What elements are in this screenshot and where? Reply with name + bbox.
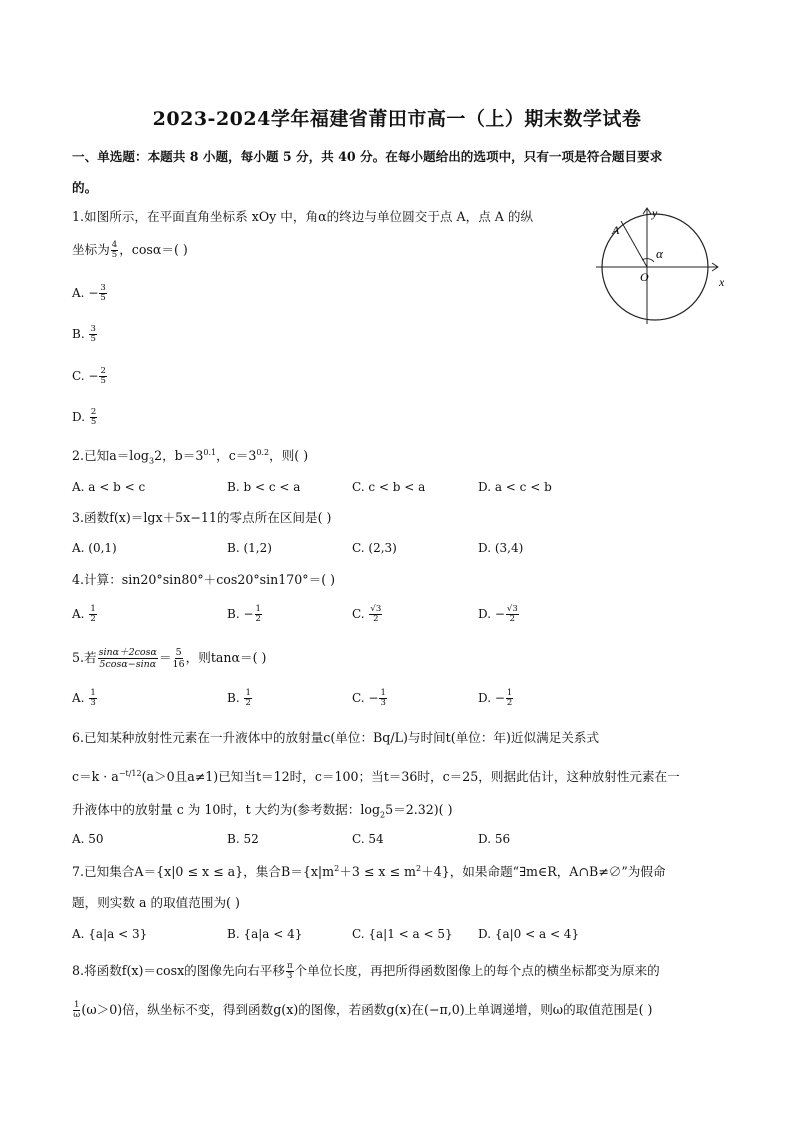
q1-stem-pre: 坐标为 bbox=[72, 242, 110, 257]
q4-option-b[interactable]: B. − $\frac{1}{2}$ bbox=[227, 604, 261, 624]
q2-option-b[interactable]: B. b < c < a bbox=[227, 480, 301, 494]
q6-option-b[interactable]: B. 52 bbox=[227, 832, 259, 846]
q4-option-d[interactable]: D. − $\frac{√3}{2}$ bbox=[478, 604, 518, 624]
q1-option-c[interactable]: C. − $\frac{2}{5}$ bbox=[72, 366, 106, 386]
q6-option-d[interactable]: D. 56 bbox=[478, 832, 511, 846]
q6-stem-line1: 6.已知某种放射性元素在一升液体中的放射量c(单位：Bq/L)与时间t(单位：年)近似满足关系式 bbox=[72, 730, 600, 745]
q3-option-d[interactable]: D. (3,4) bbox=[478, 541, 524, 555]
y-axis-label: y bbox=[652, 206, 658, 220]
q1-option-b[interactable]: B. $\frac{3}{5}$ bbox=[72, 324, 96, 344]
q5-rhs-fraction: $\frac{5}{16}$ bbox=[172, 647, 185, 670]
q1-frac-num: 4 bbox=[111, 240, 118, 250]
q8-stem-line1: 8.将函数f(x)＝cosx的图像先向右平移 $\frac{\pi}{3}$ 个单位长度，再把所得函数图像上的每个点的横坐标都变为原来的 bbox=[72, 961, 660, 981]
q7-option-d[interactable]: D. {a|0 < a < 4} bbox=[478, 927, 580, 941]
x-axis-label: x bbox=[719, 275, 724, 289]
q2-option-c[interactable]: C. c < b < a bbox=[352, 480, 426, 494]
q3-stem: 3.函数f(x)＝lgx＋5x−11的零点所在区间是( ) bbox=[72, 510, 332, 525]
section-header-line1: 一、单选题：本题共 8 小题，每小题 5 分，共 40 分。在每小题给出的选项中，只有一项是符合题目要求 bbox=[72, 149, 663, 164]
page-title: 2023-2024学年福建省莆田市高一（上）期末数学试卷 bbox=[152, 108, 642, 130]
origin-label: O bbox=[640, 270, 649, 284]
q3-option-b[interactable]: B. (1,2) bbox=[227, 541, 272, 555]
q1-option-a[interactable]: A. − $\frac{3}{5}$ bbox=[72, 283, 106, 303]
angle-alpha-label: α bbox=[656, 246, 663, 261]
q1-option-d[interactable]: D. $\frac{2}{5}$ bbox=[72, 407, 97, 427]
q7-option-b[interactable]: B. {a|a < 4} bbox=[227, 927, 303, 941]
q7-stem-line1: 7.已知集合A＝{x|0 ≤ x ≤ a}，集合$B=\{x|m^2+3 \le x \le m^2+4\}$，如果命题“∃m∈R，A∩B≠∅”为假命 bbox=[72, 863, 666, 879]
q6-option-c[interactable]: C. 54 bbox=[352, 832, 384, 846]
q1-frac-den: 5 bbox=[111, 250, 118, 260]
q5-stem: 5.若 $\frac{\sin\alpha+2\cos\alpha}{5\cos\alpha-\sin\alpha}$ ＝ $\frac{5}{16}$ ，则tanα＝( ) bbox=[72, 647, 267, 670]
q1-stem-line1: 1.如图所示，在平面直角坐标系 xOy 中，角α的终边与单位圆交于点 A，点 A 的纵 bbox=[72, 209, 534, 224]
q6-stem-line2: $c=k \cdot a^{-t/12}(a>0$且a≠1)已知当t＝12时，c＝100；当t＝36时，c＝25，则据此估计，这种放射性元素在一 bbox=[72, 768, 680, 784]
q2-option-a[interactable]: A. a < b < c bbox=[72, 480, 146, 494]
unit-circle-figure bbox=[594, 204, 724, 328]
q5-option-d[interactable]: D. − $\frac{1}{2}$ bbox=[478, 688, 513, 708]
q2-option-d[interactable]: D. a < c < b bbox=[478, 480, 552, 494]
section-header-line2: 的。 bbox=[72, 180, 98, 195]
q6-stem-line3: 升液体中的放射量 c 为 10时，t 大约为(参考数据：$\log_25=2.32$)( ) bbox=[72, 802, 453, 820]
q7-option-a[interactable]: A. {a|a < 3} bbox=[72, 927, 148, 941]
q7-stem-line2: 题，则实数 a 的取值范围为( ) bbox=[72, 895, 240, 910]
q8-stem-line2: $\frac{1}{\omega}$ (ω＞0)倍，纵坐标不变，得到函数g(x)的图像，若函数g(x)在(−π,0)上单调递增，则ω的取值范围是( ) bbox=[73, 1000, 653, 1020]
q1-stem-line2 bbox=[72, 241, 188, 260]
q5-option-c[interactable]: C. − $\frac{1}{3}$ bbox=[352, 688, 386, 708]
q3-option-a[interactable]: A. (0,1) bbox=[72, 541, 117, 555]
q3-option-c[interactable]: C. (2,3) bbox=[352, 541, 397, 555]
q1-stem-post: ，cosα＝( ) bbox=[119, 242, 188, 257]
q4-stem: 4.计算：sin20°sin80°＋cos20°sin170°＝( ) bbox=[72, 572, 336, 587]
q4-option-a[interactable]: A. $\frac{1}{2}$ bbox=[72, 604, 96, 624]
q5-option-b[interactable]: B. $\frac{1}{2}$ bbox=[227, 688, 251, 708]
q7-option-c[interactable]: C. {a|1 < a < 5} bbox=[352, 927, 453, 941]
q6-option-a[interactable]: A. 50 bbox=[72, 832, 104, 846]
q5-option-a[interactable]: A. $\frac{1}{3}$ bbox=[72, 688, 96, 708]
q1-fraction bbox=[111, 241, 118, 260]
terminal-side bbox=[621, 221, 647, 267]
q5-lhs-fraction: $\frac{\sin\alpha+2\cos\alpha}{5\cos\alpha-\sin\alpha}$ bbox=[98, 647, 157, 670]
q2-stem: 2.已知$a=\log_32$，$b=3^{0.1}$，$c=3^{0.2}$，则( ) bbox=[72, 447, 309, 466]
point-a-label: A bbox=[612, 223, 620, 237]
q4-option-c[interactable]: C. $\frac{√3}{2}$ bbox=[352, 604, 382, 624]
